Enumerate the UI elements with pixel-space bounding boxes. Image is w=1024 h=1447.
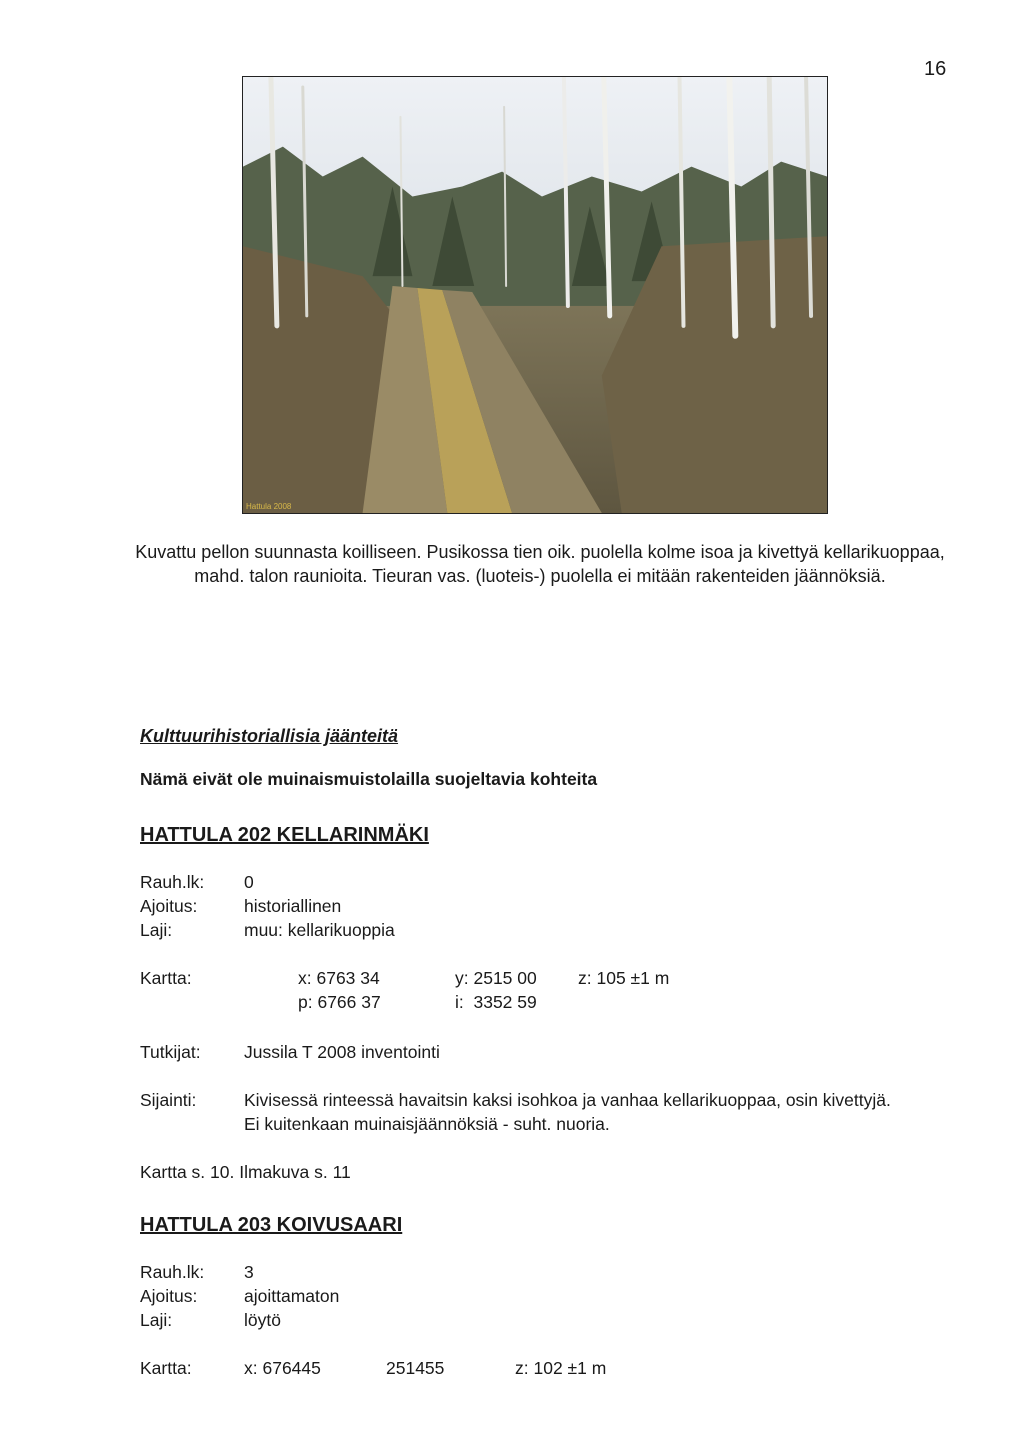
site-202-heading: HATTULA 202 KELLARINMÄKI <box>140 824 429 846</box>
site-203-heading: HATTULA 203 KOIVUSAARI <box>140 1214 403 1236</box>
site-203-y-coord: 251455 <box>386 1358 445 1378</box>
site-203-laji-value: löytö <box>244 1310 281 1330</box>
site-202-x-coord: x: 6763 34 <box>298 968 380 988</box>
site-203-kartta-label: Kartta: <box>140 1358 192 1378</box>
site-202-ajoitus-value: historiallinen <box>244 896 342 916</box>
site-202-sijainti-line-2: Ei kuitenkaan muinaisjäännöksiä - suht. nuoria. <box>244 1114 610 1134</box>
site-203-ajoitus-label: Ajoitus: <box>140 1286 198 1306</box>
photo-illustration <box>243 77 827 513</box>
site-202-sijainti-line-1: Kivisessä rinteessä havaitsin kaksi isohkoa ja vanhaa kellarikuoppaa, osin kivettyjä. <box>244 1090 891 1110</box>
site-202-rauh-value: 0 <box>244 872 254 892</box>
site-203-z-coord: z: 102 ±1 m <box>515 1358 607 1378</box>
photo-watermark: Hattula 2008 <box>246 502 292 511</box>
site-203-laji-label: Laji: <box>140 1310 173 1330</box>
forest-road-photo <box>242 76 828 514</box>
site-202-p-coord: p: 6766 37 <box>298 992 381 1012</box>
site-202-i-coord: i: 3352 59 <box>455 992 537 1012</box>
site-202-laji-value: muu: kellarikuoppia <box>244 920 395 940</box>
site-202-kartta-label: Kartta: <box>140 968 192 988</box>
site-203-x-coord: x: 676445 <box>244 1358 321 1378</box>
site-202-z-coord: z: 105 ±1 m <box>578 968 670 988</box>
site-202-laji-label: Laji: <box>140 920 173 940</box>
site-203-ajoitus-value: ajoittamaton <box>244 1286 340 1306</box>
page-number: 16 <box>924 58 947 80</box>
site-202-tutkijat-label: Tutkijat: <box>140 1042 201 1062</box>
site-203-rauh-label: Rauh.lk: <box>140 1262 205 1282</box>
section-note: Nämä eivät ole muinaismuistolailla suojeltavia kohteita <box>140 769 598 789</box>
site-202-y-coord: y: 2515 00 <box>455 968 537 988</box>
site-202-rauh-label: Rauh.lk: <box>140 872 205 892</box>
site-202-ajoitus-label: Ajoitus: <box>140 896 198 916</box>
site-202-tutkijat-value: Jussila T 2008 inventointi <box>244 1042 440 1062</box>
site-202-sijainti-label: Sijainti: <box>140 1090 197 1110</box>
photo-caption: Kuvattu pellon suunnasta koilliseen. Pusikossa tien oik. puolella kolme isoa ja kivettyä kellarikuoppaa, mahd. talon raunioita. Tieuran vas. (luoteis-) puolella ei mitään rakenteiden jäännöksiä. <box>135 542 945 586</box>
site-203-rauh-value: 3 <box>244 1262 254 1282</box>
site-202-references: Kartta s. 10. Ilmakuva s. 11 <box>140 1162 351 1182</box>
section-title: Kulttuurihistoriallisia jäänteitä <box>140 726 399 746</box>
